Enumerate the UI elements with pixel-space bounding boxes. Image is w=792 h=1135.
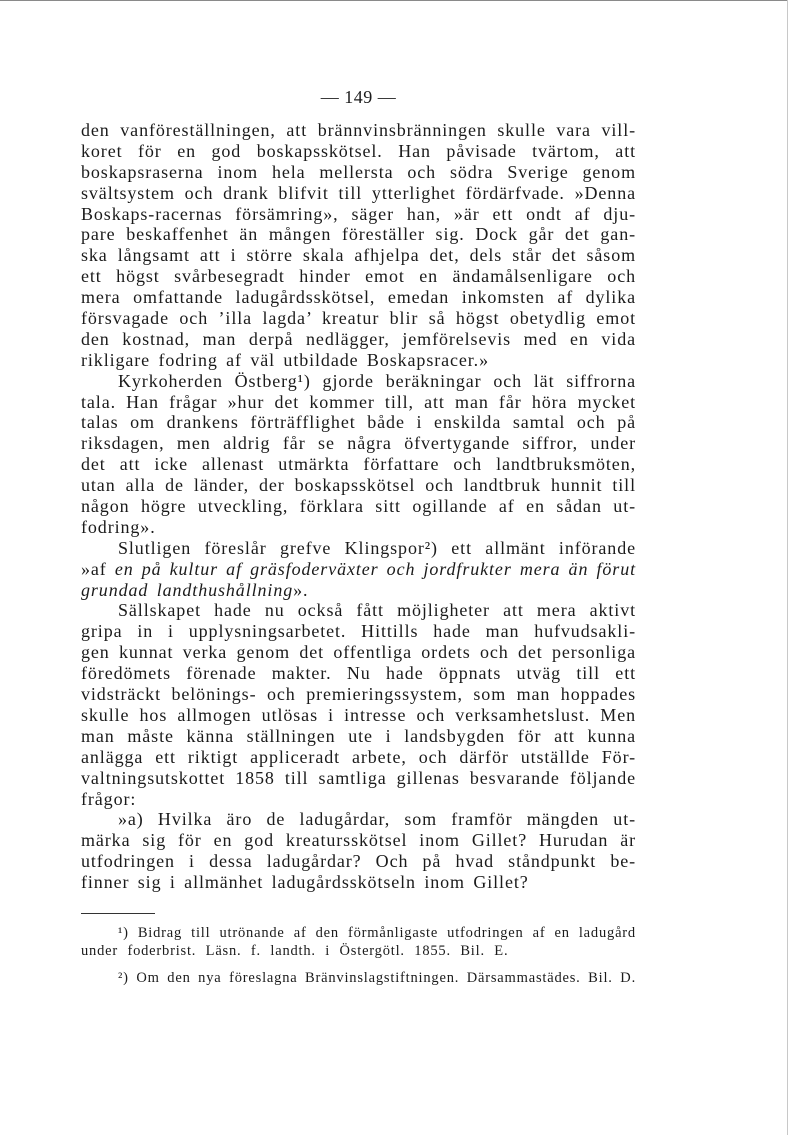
text-line: det att icke allenast utmärkta författare och landtbruksmöten, (81, 454, 636, 475)
footnote-line (81, 969, 636, 987)
text-line: den kostnad, man derpå nedlägger, jemförelsevis med en vida (81, 328, 636, 349)
text-line: svältsystem och drank blifvit till ytterlighet fördärfvade. »Denna (81, 182, 636, 203)
footnotes (81, 924, 636, 987)
scan-edge-top (0, 0, 788, 1)
text-line: pare beskaffenhet än mången föreställer sig. Dock går det gan- (81, 224, 636, 245)
footnote-text: Om den nya föreslagna Bränvinslagstiftningen. Därsammastädes. Bil. D. (136, 970, 636, 986)
paragraph (81, 120, 636, 371)
text-line: gripa in i upplysningsarbetet. Hittills hade man hufvudsakli- (81, 621, 636, 642)
roman-text: »af (81, 558, 115, 579)
footnote (81, 924, 636, 960)
footnote-line (81, 924, 636, 942)
text-line: försvagade och ’illa lagda’ kreatur blir så högst obetydlig emot (81, 308, 636, 329)
text-line: fodring». (81, 516, 156, 537)
italic-text: en på kultur af gräsfoderväxter och jordfrukter mera än förut (114, 558, 636, 579)
text-line (81, 580, 636, 601)
footnote-marker: ²) (118, 970, 129, 986)
text-line: riksdagen, men aldrig får se några öfvertygande siffror, under (81, 433, 636, 454)
text-line: Slutligen föreslår grefve Klingspor²) ett allmänt införande (118, 537, 636, 558)
text-line: »a) Hvilka äro de ladugårdar, som framför mängden ut- (118, 809, 636, 830)
page-number: — 149 — (320, 87, 397, 107)
text-line: gen kunnat verka genom det offentliga ordets och det personliga (81, 642, 636, 663)
text-line: utan alla de länder, der boskapsskötsel och landtbruk hunnit till (81, 475, 636, 496)
text-line: ska långsamt att i större skala afhjelpa det, dels står det såsom (81, 245, 636, 266)
paragraph (81, 371, 636, 538)
body-text (81, 120, 636, 893)
text-line: boskapsraserna inom hela mellersta och södra Sverige genom (81, 161, 636, 182)
text-line: frågor: (81, 788, 137, 809)
text-line: Boskaps-racernas försämring», säger han, »är ett ondt af dju- (81, 203, 636, 224)
text-line: tala. Han frågar »hur det kommer till, att man får höra mycket (81, 391, 636, 412)
text-line: anlägga ett riktigt appliceradt arbete, och därför utställde För- (81, 746, 636, 767)
text-line: Sällskapet hade nu också fått möjligheter att mera aktivt (118, 600, 636, 621)
text-line: valtningsutskottet 1858 till samtliga gillenas besvarande följande (81, 767, 636, 788)
roman-text: ». (293, 579, 309, 600)
text-line: Kyrkoherden Östberg¹) gjorde beräkningar och lät siffrorna (118, 370, 636, 391)
footnote-marker: ¹) (118, 925, 129, 941)
paragraph (81, 538, 636, 601)
text-line: föredömets förenade makter. Nu hade öppnats utväg till ett (81, 663, 636, 684)
text-line: finner sig i allmänhet ladugårdsskötseln inom Gillet? (81, 872, 529, 893)
text-line: man måste känna ställningen ute i landsbygden för att kunna (81, 725, 636, 746)
footnote-line (81, 942, 636, 960)
text-line: mera omfattande ladugårdsskötsel, emedan inkomsten af dylika (81, 287, 636, 308)
text-line: den vanföreställningen, att brännvinsbränningen skulle vara vill- (81, 120, 636, 140)
scan-edge-right (787, 0, 788, 1135)
footnote (81, 969, 636, 987)
text-line: koret för en god boskapsskötsel. Han påvisade tvärtom, att (81, 140, 636, 161)
text-line: skulle hos allmogen utlösas i intresse och verksamhetslust. Men (81, 704, 636, 725)
footnote-rule (81, 913, 155, 914)
paragraph (81, 600, 636, 809)
text-line: talas om drankens förträfflighet både i enskilda samtal och på (81, 412, 636, 433)
footnote-text: under foderbrist. Läsn. f. landth. i Östergötl. 1855. Bil. E. (81, 943, 509, 959)
text-line (81, 559, 636, 580)
italic-text: grundad landthushållning (81, 579, 294, 600)
text-line: vidsträckt belönings- och premieringssystem, som man hoppades (81, 684, 636, 705)
text-line: ett högst svårbesegradt hinder emot en ändamålsenligare och (81, 266, 636, 287)
text-line: utfodringen i dessa ladugårdar? Och på hvad ståndpunkt be- (81, 851, 636, 872)
footnote-text: Bidrag till utrönande af den förmånligaste utfodringen af en ladugård (137, 925, 636, 941)
paragraph (81, 809, 636, 893)
text-line: någon högre utveckling, förklara sitt ogillande af en sådan ut- (81, 496, 636, 517)
text-line: rikligare fodring af väl utbildade Boskapsracer.» (81, 349, 489, 370)
text-line: märka sig för en god kreatursskötsel inom Gillet? Hurudan är (81, 830, 636, 851)
